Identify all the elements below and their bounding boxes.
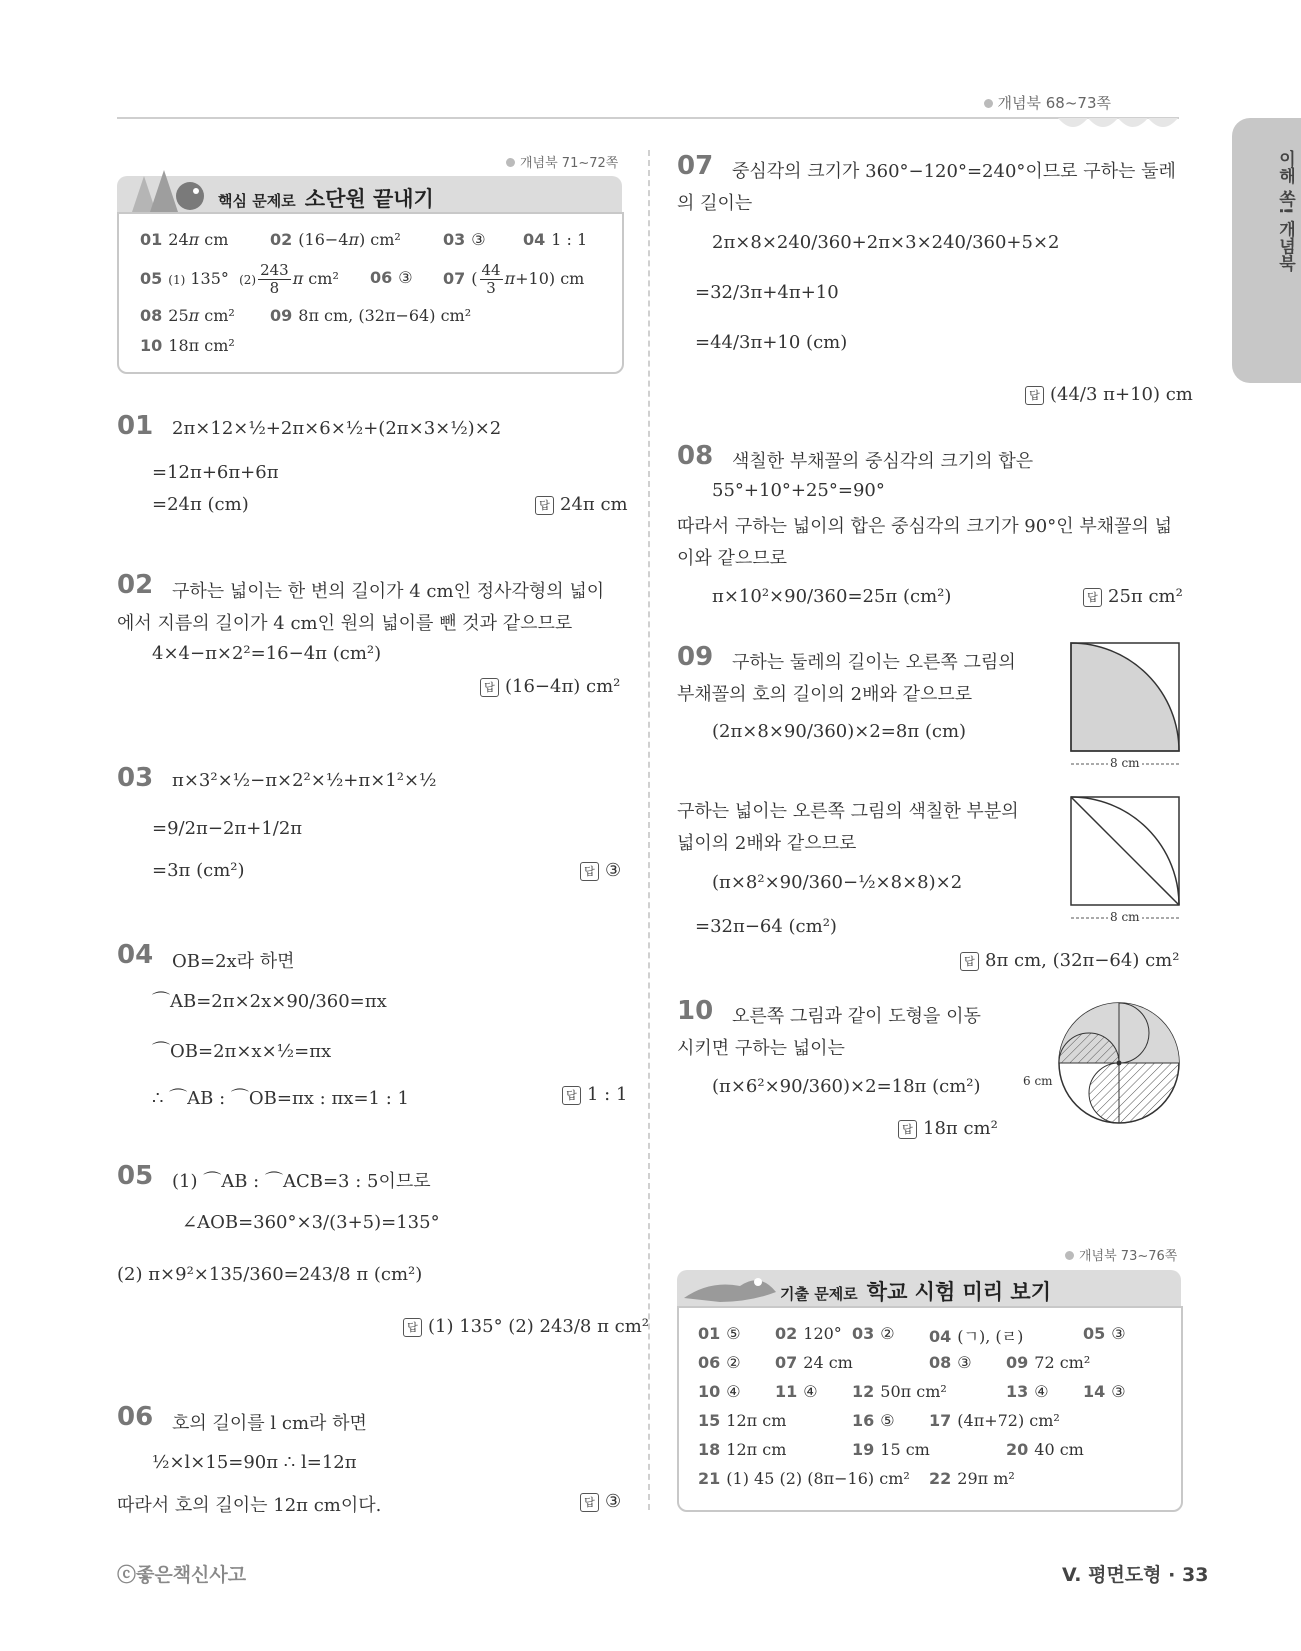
q02-line: 구하는 넓이는 한 변의 길이가 4 cm인 정사각형의 넓이 (172, 581, 605, 602)
q04-number: 04 (117, 940, 154, 970)
q10-line: 시키면 구하는 넓이는 (677, 1038, 845, 1059)
s2-answer: 12 50π cm² (852, 1382, 947, 1401)
section2-ref: 개념북 73~76쪽 (1065, 1245, 1177, 1264)
q09-line: 구하는 둘레의 길이는 오른쪽 그림의 (732, 652, 1016, 673)
side-tab-label: 이해 쏙! 개념북 (1275, 150, 1295, 272)
q08-line: 이와 같으므로 (677, 548, 788, 569)
s2-answer: 20 40 cm (1006, 1440, 1084, 1459)
q01-line: =24π (cm) (152, 494, 249, 515)
column-divider (648, 150, 650, 1510)
s1-answer: 06 ③ (370, 268, 413, 287)
q07-line: =32/3π+4π+10 (695, 282, 839, 303)
s1-answer: 01 24π cm (140, 230, 229, 249)
q09-line: (2π×8×90/360)×2=8π (cm) (712, 721, 967, 742)
s2-answer: 14 ③ (1083, 1382, 1126, 1401)
s2-answer: 04 (ㄱ), (ㄹ) (929, 1327, 1024, 1346)
s2-answer: 15 12π cm (698, 1411, 787, 1430)
q03-line: π×3²×½−π×2²×½+π×1²×½ (172, 770, 437, 791)
s2-answer: 19 15 cm (852, 1440, 930, 1459)
q09-figure2-label: 8 cm (1110, 910, 1140, 924)
q08-line: 55°+10°+25°=90° (712, 480, 885, 501)
q09-line: 넓이의 2배와 같으므로 (677, 833, 857, 854)
s2-answer: 21 (1) 45 (2) (8π−16) cm² (698, 1469, 910, 1488)
q07-line: 2π×8×240/360+2π×3×240/360+5×2 (712, 232, 1060, 253)
q07-line: 중심각의 크기가 360°−120°=240°이므로 구하는 둘레 (732, 161, 1176, 182)
q10-answer: 답 18π cm² (898, 1118, 998, 1139)
q09-answer: 답 8π cm, (32π−64) cm² (960, 950, 1179, 971)
s1-answer: 04 1 : 1 (523, 230, 588, 249)
q06-line: ½×l×15=90π ∴ l=12π (152, 1452, 357, 1473)
q04-line: ⌒AB=2π×2x×90/360=πx (152, 991, 387, 1012)
q09-number: 09 (677, 642, 714, 672)
s2-answer: 16 ⑤ (852, 1411, 895, 1430)
s1-answer: 03 ③ (443, 230, 486, 249)
s1-answer: 02 (16−4π) cm² (270, 230, 401, 249)
q10-line: (π×6²×90/360)×2=18π (cm²) (712, 1076, 981, 1097)
q04-answer: 답 1 : 1 (562, 1084, 627, 1105)
s2-answer: 09 72 cm² (1006, 1353, 1091, 1372)
q04-line: ⌒OB=2π×x×½=πx (152, 1041, 332, 1062)
q08-line: 따라서 구하는 넓이의 합은 중심각의 크기가 90°인 부채꼴의 넓 (677, 516, 1172, 537)
q07-answer: 답 (44/3 π+10) cm (1025, 384, 1193, 405)
q03-answer: 답 ③ (580, 860, 621, 881)
q08-answer: 답 25π cm² (1083, 586, 1183, 607)
q04-line: ∴ ⌒AB : ⌒OB=πx : πx=1 : 1 (152, 1088, 409, 1109)
q03-line: =3π (cm²) (152, 860, 245, 881)
s1-answer: 10 18π cm² (140, 336, 235, 355)
section1-title: 핵심 문제로 소단원 끝내기 (218, 187, 434, 211)
q10-figure-label: 6 cm (1023, 1074, 1053, 1088)
s2-answer: 01 ⑤ (698, 1324, 741, 1343)
s1-answer: 07 ( $\frac{44}{3}$ π+10) cm (443, 261, 585, 297)
q10-figure (1056, 1000, 1182, 1126)
s2-answer: 03 ② (852, 1324, 895, 1343)
s2-answer: 17 (4π+72) cm² (929, 1411, 1060, 1430)
q02-line: 4×4−π×2²=16−4π (cm²) (152, 643, 382, 664)
s1-answer: 08 25π cm² (140, 306, 235, 325)
q01-line: 2π×12×½+2π×6×½+(2π×3×½)×2 (172, 418, 502, 439)
s2-answer: 02 120° (775, 1324, 842, 1343)
q09-line: (π×8²×90/360−½×8×8)×2 (712, 872, 963, 893)
q07-line: =44/3π+10 (cm) (695, 332, 848, 353)
s2-answer: 08 ③ (929, 1353, 972, 1372)
q07-number: 07 (677, 151, 714, 181)
section2-title: 기출 문제로 학교 시험 미리 보기 (780, 1280, 1052, 1304)
q05-line: ∠AOB=360°×3/(3+5)=135° (182, 1212, 440, 1233)
q04-line: OB=2x라 하면 (172, 951, 295, 972)
q03-line: =9/2π−2π+1/2π (152, 818, 303, 839)
publisher-logo: ⓒ좋은책신사고 (117, 1564, 247, 1586)
q09-line: 부채꼴의 호의 길이의 2배와 같으므로 (677, 684, 973, 705)
q07-line: 의 길이는 (677, 193, 753, 214)
s2-answer: 05 ③ (1083, 1324, 1126, 1343)
q10-number: 10 (677, 996, 714, 1026)
q09-figure1-label: 8 cm (1110, 756, 1140, 770)
s1-answer: 05 (1) 135° (2) $\frac{243}{8}$ π cm² (140, 261, 339, 297)
q06-line: 호의 길이를 l cm라 하면 (172, 1413, 367, 1434)
q05-number: 05 (117, 1161, 154, 1191)
q02-number: 02 (117, 570, 154, 600)
q08-line: 색칠한 부채꼴의 중심각의 크기의 합은 (732, 451, 1034, 472)
header-rule (117, 117, 1179, 119)
s2-answer: 07 24 cm (775, 1353, 853, 1372)
q06-number: 06 (117, 1402, 154, 1432)
q05-line: (2) π×9²×135/360=243/8 π (cm²) (117, 1264, 423, 1285)
page-section-label: V. 평면도형 · 33 (1062, 1564, 1209, 1586)
q06-answer: 답 ③ (580, 1491, 621, 1512)
q01-number: 01 (117, 411, 154, 441)
crocodile-icon (680, 1262, 780, 1306)
s1-answer: 09 8π cm, (32π−64) cm² (270, 306, 472, 325)
q05-answer: 답 (1) 135° (2) 243/8 π cm² (403, 1316, 649, 1337)
q10-line: 오른쪽 그림과 같이 도형을 이동 (732, 1006, 981, 1027)
q05-line: (1) ⌒AB : ⌒ACB=3 : 5이므로 (172, 1171, 431, 1192)
s2-answer: 10 ④ (698, 1382, 741, 1401)
q01-answer: 답 24π cm (535, 494, 628, 515)
q09-line: =32π−64 (cm²) (695, 916, 837, 937)
q08-line: π×10²×90/360=25π (cm²) (712, 586, 952, 607)
s2-answer: 06 ② (698, 1353, 741, 1372)
q01-line: =12π+6π+6π (152, 462, 279, 483)
q03-number: 03 (117, 763, 154, 793)
s2-answer: 18 12π cm (698, 1440, 787, 1459)
q02-line: 에서 지름의 길이가 4 cm인 원의 넓이를 뺀 것과 같으므로 (117, 613, 573, 634)
q02-answer: 답 (16−4π) cm² (480, 676, 620, 697)
s2-answer: 11 ④ (775, 1382, 818, 1401)
q08-number: 08 (677, 441, 714, 471)
header-ref: 개념북 68~73쪽 (984, 92, 1111, 113)
s2-answer: 13 ④ (1006, 1382, 1049, 1401)
q06-line: 따라서 호의 길이는 12π cm이다. (117, 1495, 382, 1516)
header-wave (1058, 118, 1180, 136)
section1-ref: 개념북 71~72쪽 (506, 152, 618, 171)
tree-icon (122, 164, 212, 214)
s2-answer: 22 29π m² (929, 1469, 1015, 1488)
q09-line: 구하는 넓이는 오른쪽 그림의 색칠한 부분의 (677, 801, 1019, 822)
